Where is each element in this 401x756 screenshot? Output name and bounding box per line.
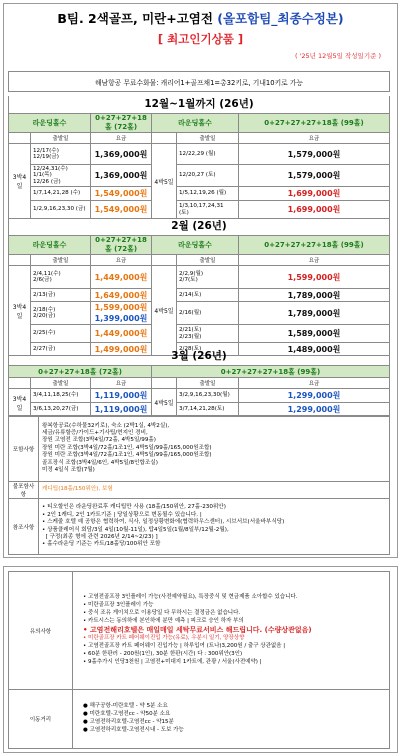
notice-line: • 스케줄 호텔 예 공항은 협력하여, 식사, 일정상황변화에(협력하우스센터), 시브서브(서울바부식당) bbox=[42, 519, 285, 526]
depart-dates: 2/4,11(수) 2/6(금) bbox=[31, 266, 91, 289]
price: 1,119,000원 bbox=[91, 389, 152, 403]
column-depart: 출발일 bbox=[31, 378, 91, 389]
included-line: 장원 고염전 조합(3박4일/72홀, 4박5일/99홀) bbox=[42, 437, 156, 444]
nights-label: 3박4일 bbox=[9, 266, 31, 356]
price: 1,299,000원 bbox=[239, 403, 390, 417]
excluded-label: 불포함사항 bbox=[9, 482, 39, 499]
nights-label: 3박4일 bbox=[9, 389, 31, 417]
note-line: • 미란골프장 카트 페어웨이진입 가능(유료), 우분시 일기, 양장상향 bbox=[83, 635, 245, 642]
rounds-group-label: 라운딩홀수 bbox=[152, 236, 239, 255]
column-depart: 출발일 bbox=[31, 133, 91, 144]
schedule-table bbox=[8, 235, 390, 356]
column-depart: 출발일 bbox=[177, 133, 239, 144]
price: 1,589,000원 bbox=[239, 325, 390, 343]
nights-label: 3박4일 bbox=[9, 144, 31, 219]
column-price: 요금 bbox=[239, 255, 390, 266]
column-depart: 출발일 bbox=[177, 378, 239, 389]
price: 1,789,000원 bbox=[239, 302, 390, 325]
note-line: • 미란골프장 3인플레이 가능 bbox=[83, 602, 154, 609]
baggage-table bbox=[8, 71, 390, 92]
notice-line: • 상품클레어식 회담/3일 4일(10월-11일), 탑4일5일(1월/8일부/12월-2월), bbox=[42, 526, 229, 533]
depart-dates: 2/18(수) 2/20(금) bbox=[31, 302, 91, 325]
excluded-body: 캐디팁(18홀/150위안), 보험 bbox=[39, 482, 390, 499]
note-line: • 60분 한판러 - 200원(1인), 30분 한판(시간) 다 : 300위안(3인) bbox=[83, 651, 243, 658]
notice-body bbox=[39, 499, 390, 555]
price: 1,299,000원 bbox=[239, 389, 390, 403]
price: 1,599,000원 bbox=[239, 266, 390, 289]
column-price: 요금 bbox=[91, 255, 152, 266]
rounds-group-label: 라운딩홀수 bbox=[152, 114, 239, 133]
included-line: 골프장식 조합(3박4일/6인, 4박5일/8인합조실) bbox=[42, 459, 158, 466]
subtitle: [ 최고인기상품 ] bbox=[157, 32, 244, 46]
notes-label: 유의사항 bbox=[9, 572, 73, 690]
title-prefix: B팀. 2색골프, 미란+고염전 bbox=[57, 11, 218, 26]
price: 1,599,000원 1,399,000원 bbox=[91, 302, 152, 325]
month-heading: 3월 (26년) bbox=[8, 348, 390, 365]
schedule-table bbox=[8, 365, 390, 417]
price: 1,489,000원 bbox=[239, 343, 390, 356]
info-table bbox=[8, 415, 390, 555]
note-line: • 9홀추가시 인당3천원 | 고염전+미대지 1카트에, 관광 / 서울(사전예약) | bbox=[83, 658, 262, 665]
included-label: 포함사항 bbox=[9, 416, 39, 482]
column-depart: 출발일 bbox=[31, 255, 91, 266]
rounds-value: 0+27+27+27+18홀 (99홀) bbox=[152, 366, 390, 378]
depart-dates: 3/2,9,16,23,30(월) bbox=[177, 389, 239, 403]
price: 1,789,000원 bbox=[239, 289, 390, 302]
rounds-group-label: 라운딩홀수 bbox=[9, 236, 91, 255]
depart-dates: 12/20,27 (토) bbox=[177, 165, 239, 187]
month-heading: 2월 (26년) bbox=[8, 218, 390, 235]
travel-label: 이동거리 bbox=[9, 690, 73, 749]
notice-line: • 티오할인은 라운딩완료후 캐디팁만 사용 (18홀/150위안, 27홀-230위안) bbox=[42, 504, 226, 511]
price: 1,579,000원 bbox=[239, 165, 390, 187]
included-body bbox=[39, 416, 390, 482]
travel-line: ● 해구공항-미란호텔 - 약 5분 소요 bbox=[83, 703, 168, 710]
included-line: 세금/유류할증/가이드+기사팁/현지인 경비, bbox=[42, 430, 148, 437]
notice-line: • 홀수라운딩 기준는 카트/18홀당/100위안 포함 bbox=[42, 541, 161, 548]
price: 1,649,000원 bbox=[91, 289, 152, 302]
column-price: 요금 bbox=[239, 133, 390, 144]
depart-dates: 2/28(토) bbox=[177, 343, 239, 356]
price: 1,369,000원 bbox=[91, 165, 152, 187]
depart-dates: 1/5,12,19,26 (월) bbox=[177, 187, 239, 201]
nights-label: 4박5일 bbox=[152, 266, 177, 356]
depart-dates: 2/25(수) bbox=[31, 325, 91, 343]
price: 1,449,000원 bbox=[91, 266, 152, 289]
price: 1,369,000원 bbox=[91, 144, 152, 165]
date-note: ( '25년 12월5일 작성일기준 ) bbox=[294, 52, 381, 60]
price: 1,699,000원 bbox=[239, 187, 390, 201]
depart-dates: 2/16(월) bbox=[177, 302, 239, 325]
column-price: 요금 bbox=[91, 133, 152, 144]
included-line: 장원 미란 조합(3박4일/72홀/1조1인, 4박5일/99홀/165,000원조합) bbox=[42, 444, 212, 451]
price: 1,549,000원 bbox=[91, 201, 152, 219]
note-line: • 고염전골프장 카트 페어웨이 진입가능 | 하루입여 (트나)3,200원 / 출구 상관없음 | bbox=[83, 643, 286, 650]
price: 1,699,000원 bbox=[239, 201, 390, 219]
travel-body bbox=[73, 690, 390, 749]
page-title bbox=[0, 9, 401, 27]
rounds-value: 0+27+27+27+18홀 (99홀) bbox=[239, 236, 390, 255]
notes-body bbox=[73, 572, 390, 690]
baggage-note: 해남항공 무료수화물: 캐리어1+골프채1=총32키로, 기내10키로 가능 bbox=[9, 72, 390, 92]
notice-line: • 2인 1캐디, 2인 1카트기준 | 당일상황으로 변동될수 있습니다. | bbox=[42, 511, 202, 518]
note-line: • 카트시스는 동의하에 본인하에 분만 예측 | 피크로 승인 하자 부의 bbox=[83, 617, 244, 624]
price: 1,579,000원 bbox=[239, 144, 390, 165]
rounds-value: 0+27+27+18홀 (72홀) bbox=[9, 366, 152, 378]
notice-line: [ 구정(최종 형에 관련 2026년 2/14~2/23) ] bbox=[45, 533, 158, 540]
month-heading: 12월~1월까지 (26년) bbox=[8, 96, 390, 113]
included-line: 장원 미란 조합(3박4일/72홀/1조1인, 4박5일/99홀/165,000원조합) bbox=[42, 452, 212, 459]
depart-dates: 2/21(토) 2/23(월) bbox=[177, 325, 239, 343]
nights-label: 4박5일 bbox=[152, 144, 177, 219]
depart-dates: 2/14(토) bbox=[177, 289, 239, 302]
price: 1,549,000원 bbox=[91, 187, 152, 201]
column-price: 요금 bbox=[91, 378, 152, 389]
depart-dates: 2/13(금) bbox=[31, 289, 91, 302]
note-line: • 고염전골프장 3인플레이 가능(사전예약필요), 특장중식 및 현금제품 소아합수 있습니다. bbox=[83, 594, 298, 601]
notice-label: 참조사항 bbox=[9, 499, 39, 555]
depart-dates: 3/7,14,21,28(토) bbox=[177, 403, 239, 417]
travel-line: ● 고염전하리호텔-고염전cc - 약15분 bbox=[83, 719, 174, 725]
note-line: • 중식 조유 게이치으로 이용당일 다 무하시는 결정금은 없습니다. bbox=[83, 609, 241, 616]
travel-line: ● 고염전하리호텔-고염전시내 - 도보 가능 bbox=[83, 726, 184, 733]
rounds-value: 0+27+27+18홀 (72홀) bbox=[91, 114, 152, 133]
column-price: 요금 bbox=[239, 378, 390, 389]
column-depart: 출발일 bbox=[177, 255, 239, 266]
price: 1,449,000원 bbox=[91, 325, 152, 343]
rounds-group-label: 라운딩홀수 bbox=[9, 114, 91, 133]
title-highlight: (올포함팀_최종수정본) bbox=[217, 11, 344, 26]
depart-dates: 12/22,29 (월) bbox=[177, 144, 239, 165]
depart-dates: 2/2,9(월) 2/7(토) bbox=[177, 266, 239, 289]
depart-dates: 12/17(수) 12/19(금) bbox=[31, 144, 91, 165]
depart-dates: 3/4,11,18,25(수) bbox=[31, 389, 91, 403]
note-warning: • 고염전해리호텔은 매일매일 세탁무료서비스 해드립니다. (수량상관없음) bbox=[83, 625, 312, 634]
notes-table bbox=[8, 571, 390, 749]
depart-dates: 1/2,9,16,23,30 (금) bbox=[31, 201, 91, 219]
rounds-value: 0+27+27+27+18홀 (99홀) bbox=[239, 114, 390, 133]
travel-line: ● 미란호텔-고염전cc - 약50분 소요 bbox=[83, 711, 171, 718]
included-line: 왕복항공료(수하물32키로), 숙소 (2박1실, 4박2실), bbox=[42, 422, 170, 429]
depart-dates: 2/27(금) bbox=[31, 343, 91, 356]
depart-dates: 1/3,10,17,24,31 (토) bbox=[177, 201, 239, 219]
depart-dates: 12/24,31(수) 1/1(목) 12/26 (금) bbox=[31, 165, 91, 187]
depart-dates: 1/7,14,21,28 (수) bbox=[31, 187, 91, 201]
price: 1,119,000원 bbox=[91, 403, 152, 417]
schedule-table bbox=[8, 113, 390, 219]
price: 1,499,000원 bbox=[91, 343, 152, 356]
nights-label: 4박5일 bbox=[152, 389, 177, 417]
included-line: 미정 4일식 조합(7월) bbox=[42, 466, 95, 473]
depart-dates: 3/6,13,20,27(금) bbox=[31, 403, 91, 417]
rounds-value: 0+27+27+18홀 (72홀) bbox=[91, 236, 152, 255]
